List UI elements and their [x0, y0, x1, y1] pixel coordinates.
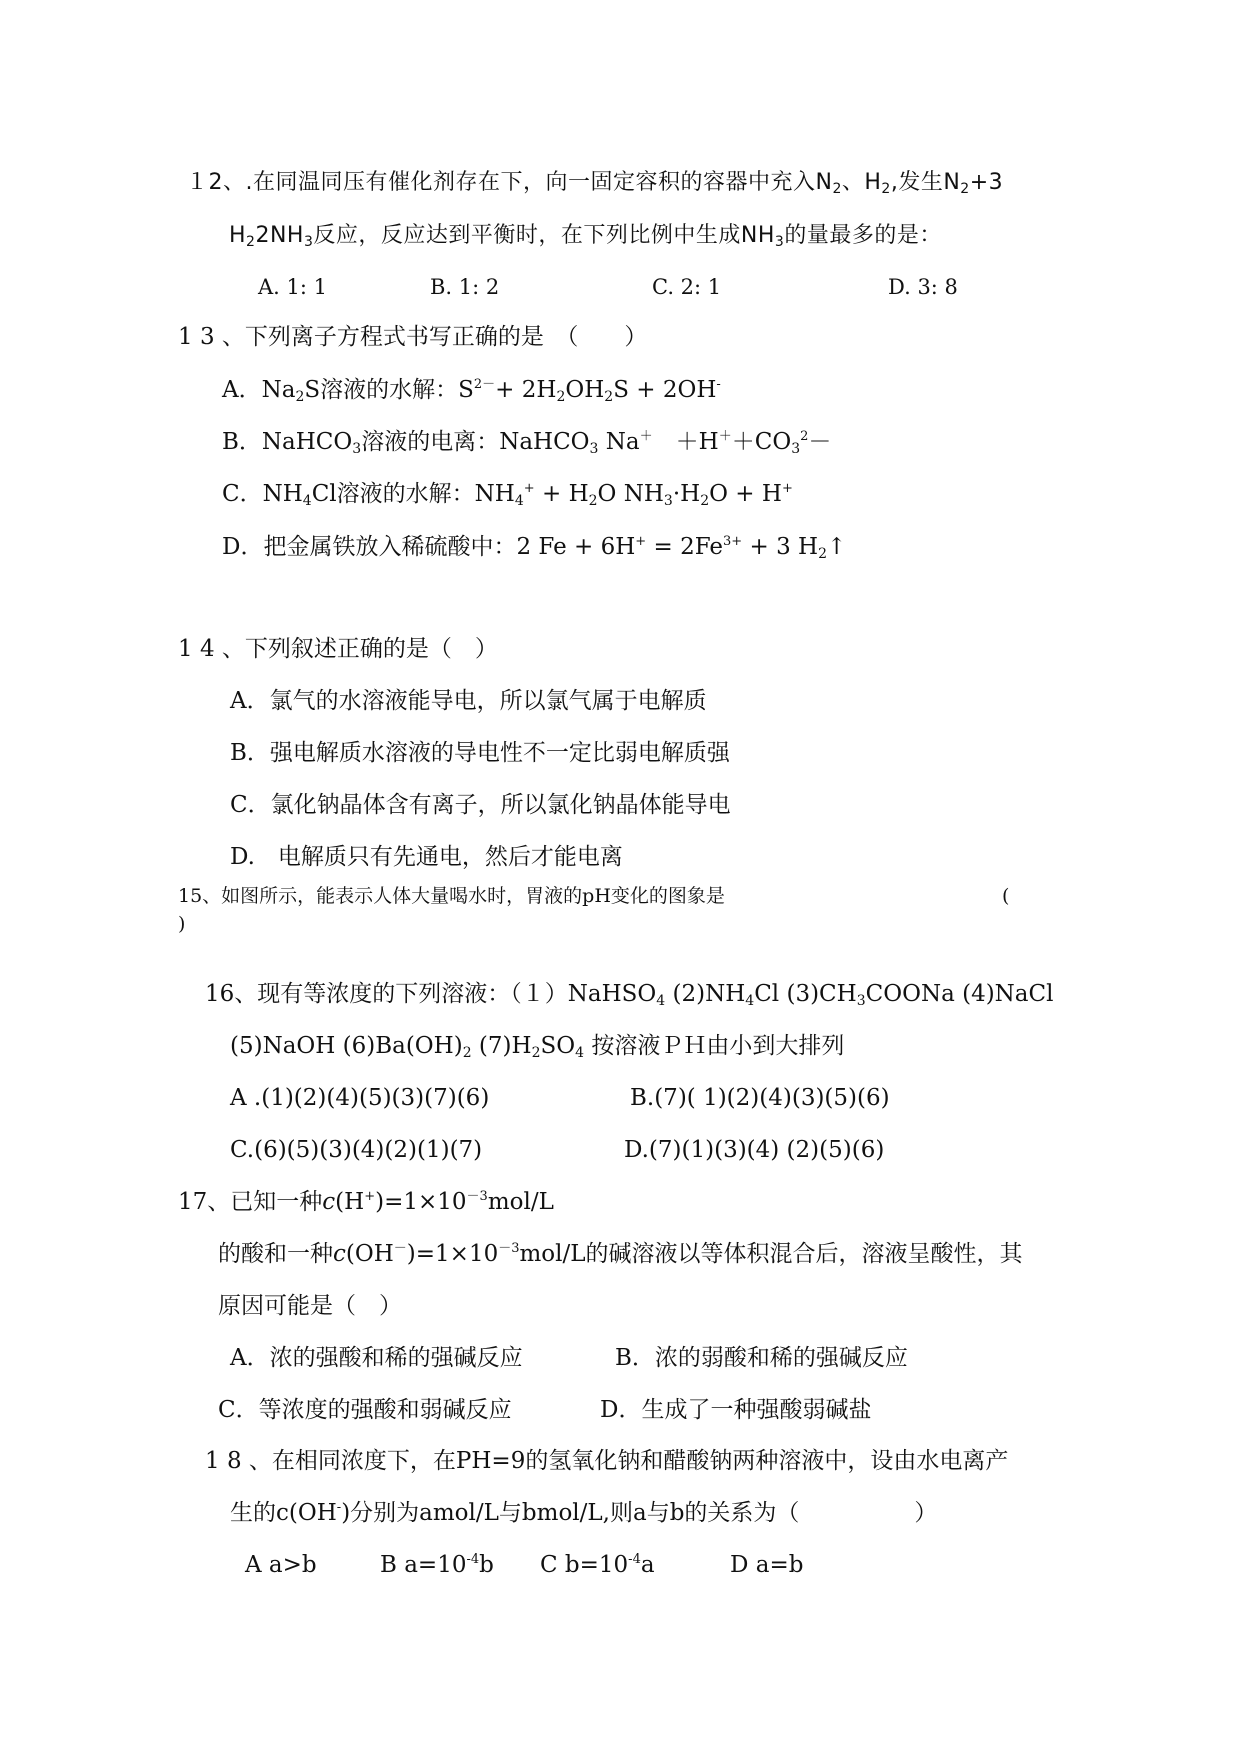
- q12-line2: $H_22NH_3$反应，反应达到平衡时，在下列比例中生成$NH_3$的量最多的是：: [229, 223, 942, 250]
- q16-option-d: D.(7)(1)(3)(4) (2)(5)(6): [624, 1137, 885, 1163]
- q15-stem: 15、如图所示，能表示人体大量喝水时，胃液的pH变化的图象是: [178, 885, 725, 907]
- q16-option-a: A .(1)(2)(4)(5)(3)(7)(6): [230, 1085, 490, 1111]
- q14-stem: 1 4 、下列叙述正确的是（ ）: [178, 636, 498, 662]
- q18-option-d: D a=b: [730, 1552, 804, 1578]
- q12-option-d: D. 3: 8: [888, 275, 958, 299]
- q14-option-b: B．强电解质水溶液的导电性不一定比弱电解质强: [230, 740, 730, 766]
- q17-option-c: C．等浓度的强酸和弱碱反应: [218, 1397, 512, 1423]
- q13-option-c: C．$NH_4Cl$溶液的水解：$NH_4^+ + H_2O$ $NH_3\cdot H_2O + H^+$: [222, 481, 793, 509]
- q17-option-d: D．生成了一种强酸弱碱盐: [600, 1397, 872, 1423]
- q17-line2: 的酸和一种$c(OH^-)=1\times 10^{-3}mol/L$的碱溶液以等体积混合后，溶液呈酸性，其: [218, 1241, 1023, 1267]
- q12-option-b: B. 1: 2: [430, 275, 500, 299]
- q13-option-d: D．把金属铁放入稀硫酸中：2 $Fe + 6H^+ = 2Fe^{3+} + 3$ $H_2↑$: [222, 534, 847, 562]
- q14-option-a: A．氯气的水溶液能导电，所以氯气属于电解质: [230, 688, 707, 714]
- q16-option-c: C.(6)(5)(3)(4)(2)(1)(7): [230, 1137, 483, 1163]
- q16-line1: 16、现有等浓度的下列溶液：（１）NaHSO$_4$ $(2)NH_4Cl$ $(3)CH_3COONa$ (4)NaCl: [205, 981, 1054, 1009]
- q15-paren-open: (: [1002, 885, 1010, 907]
- q13-option-b: B．NaHCO$_3$溶液的电离：NaHCO$_3$ Na＋ $+H^++CO_3^2-$: [222, 429, 832, 457]
- q14-option-c: C．氯化钠晶体含有离子，所以氯化钠晶体能导电: [230, 792, 731, 818]
- q18-line1: 1 8 、在相同浓度下，在PH=9的氢氧化钠和醋酸钠两种溶液中，设由水电离产: [205, 1448, 1009, 1474]
- q17-line3: 原因可能是（ ）: [218, 1293, 402, 1319]
- q17-option-a: A．浓的强酸和稀的强碱反应: [230, 1345, 523, 1371]
- q13-stem: 1 3 、下列离子方程式书写正确的是 （ ）: [178, 324, 648, 350]
- q12-option-c: C. 2: 1: [652, 275, 722, 299]
- q18-line2: 生的c(OH-)分别为amol/L与bmol/L,则a与b的关系为（ ）: [230, 1500, 938, 1526]
- q18-option-a: A a>b: [245, 1552, 317, 1578]
- q12-option-a: A. 1: 1: [258, 275, 327, 299]
- q16-line2: (5)NaOH $(6)Ba(OH)_2$ $(7)H_2SO_4$ 按溶液ＰＨ由小到大排列: [230, 1033, 845, 1061]
- q17-line1: 17、已知一种$c(H^+)=1\times 10^{-3}mol/L$: [178, 1189, 554, 1215]
- q14-option-d: D. 电解质只有先通电，然后才能电离: [230, 844, 623, 870]
- q18-option-b: B $a=10^{-4}b$: [380, 1552, 494, 1578]
- q12-line1: １2、.在同温同压有催化剂存在下，向一固定容积的容器中充入$N_2$、$H_2$,发生$N_2+3$: [186, 170, 1004, 197]
- q13-option-a: A．$Na_2S$溶液的水解：$S^{2-}+ 2H_2OH_2S + 2OH^-$: [222, 377, 721, 405]
- q15-paren-close: ): [178, 913, 186, 935]
- q16-option-b: B.(7)( 1)(2)(4)(3)(5)(6): [630, 1085, 890, 1111]
- q17-option-b: B．浓的弱酸和稀的强碱反应: [615, 1345, 908, 1371]
- q18-option-c: C $b=10^{-4}a$: [540, 1552, 655, 1578]
